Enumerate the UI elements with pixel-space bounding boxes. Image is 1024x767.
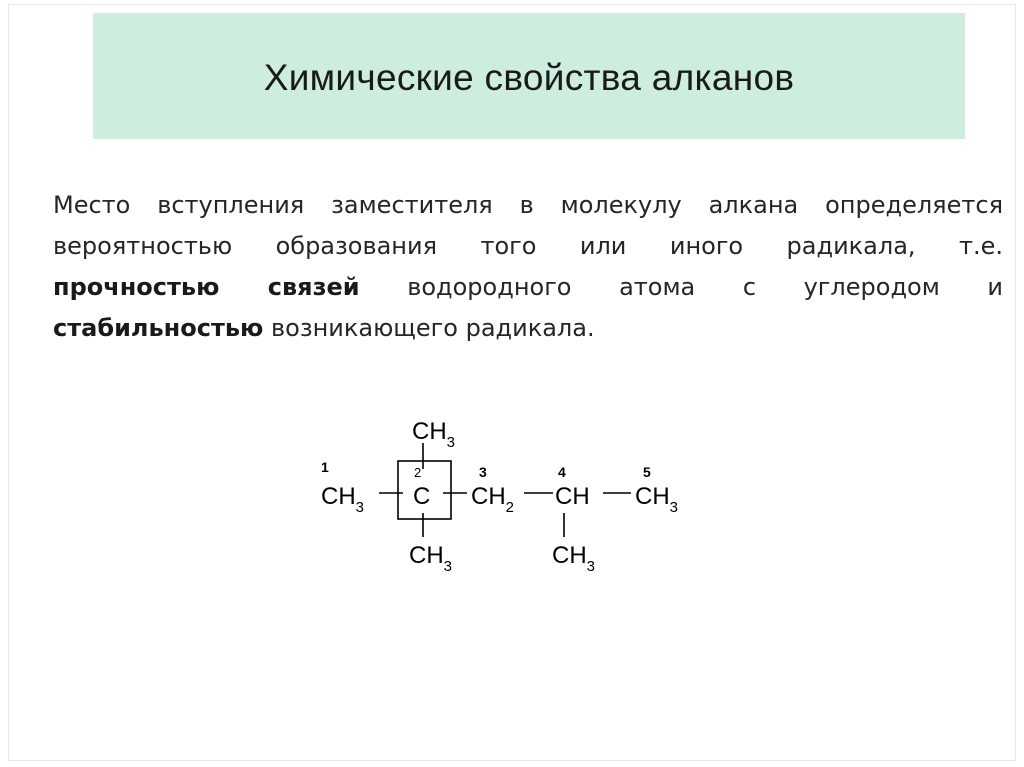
paragraph-line-3-rest: водородного атома с углеродом и bbox=[359, 273, 1004, 301]
bottom-ch3-c2: $CH_3$ bbox=[409, 542, 453, 575]
group-ch-c4: CH bbox=[555, 483, 590, 510]
carbon-number-5: 5 bbox=[643, 464, 651, 480]
group-c-c2: C bbox=[413, 483, 431, 510]
bold-phrase-bond-strength: прочностью связей bbox=[53, 273, 360, 301]
paragraph-line-3 bbox=[53, 267, 1003, 308]
title-banner bbox=[93, 13, 965, 139]
carbon-number-1: 1 bbox=[321, 459, 329, 475]
paragraph-line-1: Место вступления заместителя в молекулу алкана определяется bbox=[53, 191, 1003, 219]
group-ch3-c1: $CH_3$ bbox=[321, 483, 365, 516]
carbon-number-2: 2 bbox=[414, 465, 422, 480]
slide bbox=[8, 4, 1016, 761]
paragraph-line-2: вероятностью образования того или иного радикала, т.е. bbox=[53, 232, 1003, 260]
top-ch3: $CH_3$ bbox=[412, 418, 456, 451]
structural-formula bbox=[309, 405, 729, 595]
bold-phrase-radical-stability: стабильностью bbox=[53, 314, 264, 342]
paragraph-line-4-rest: возникающего радикала. bbox=[263, 314, 595, 342]
group-ch3-c5: $CH_3$ bbox=[635, 483, 679, 516]
body-paragraph bbox=[53, 185, 1003, 349]
carbon-number-3: 3 bbox=[479, 464, 487, 480]
group-ch2-c3: $CH_2$ bbox=[471, 483, 515, 516]
paragraph-line-4 bbox=[53, 308, 1003, 349]
carbon-number-4: 4 bbox=[558, 464, 566, 480]
bottom-ch3-c4: $CH_3$ bbox=[552, 542, 596, 575]
slide-title: Химические свойства алканов bbox=[263, 57, 795, 98]
